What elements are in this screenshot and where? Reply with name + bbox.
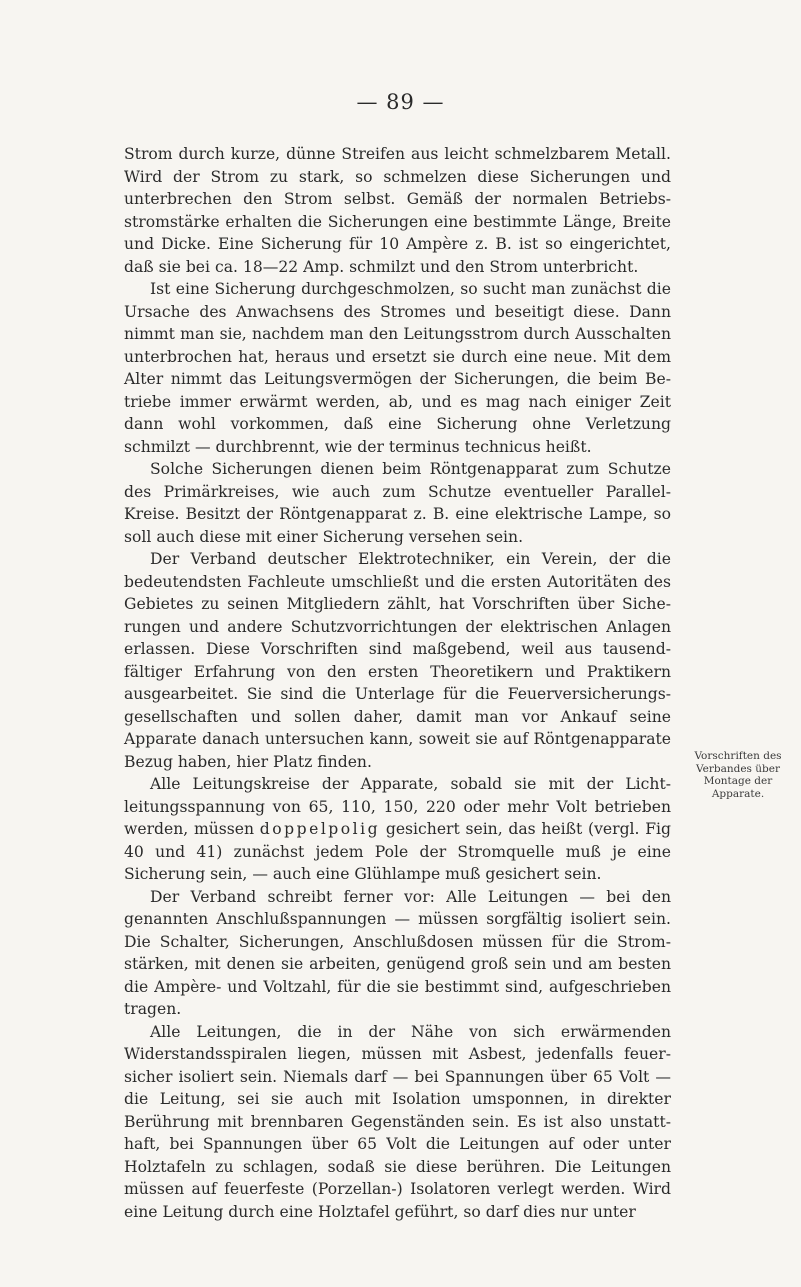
margin-note: Vorschriften des Verbandes über Montage der Apparate.	[694, 750, 782, 800]
paragraph-7: Alle Leitungen, die in der Nähe von sich erwärmenden Widerstandsspiralen liegen, müssen mit Asbest, jedenfalls feuersicher isoliert sein. Niemals darf — bei Spannungen über 65 Volt — die Leitung, sei sie auch mit Isolation umsponnen, in direkter Berührung mit brennbaren Gegenständen sein. Es ist also unstatthaft, bei Spannungen über 65 Volt die Leitungen auf oder unter Holztafeln zu schlagen, sodaß sie diese berühren. Die Leitungen müssen auf feuerfeste (Porzellan-) Isolatoren verlegt werden. Wird eine Leitung durch eine Holztafel geführt, so darf dies nur unter	[124, 1022, 671, 1221]
page-number: — 89 —	[356, 90, 445, 114]
paragraph-6: Der Verband schreibt ferner vor: Alle Leitungen — bei den genannten Anschlußspannungen — müssen sorgfältig isoliert sein. Die Schalter, Sicherungen, Anschlußdosen müssen für die Stromstärken, mit denen sie arbeiten, genügend groß sein und am besten die Ampère- und Voltzahl, für die sie bestimmt sind, aufgeschrieben tragen.	[124, 887, 671, 1018]
paragraph-2: Ist eine Sicherung durchgeschmolzen, so sucht man zunächst die Ursache des Anwachsens des Stromes und beseitigt diese. Dann nimmt man sie, nachdem man den Leitungsstrom durch Ausschalten unterbrochen hat, heraus und ersetzt sie durch eine neue. Mit dem Alter nimmt das Leitungsvermögen der Sicherungen, die beim Betriebe immer erwärmt werden, ab, und es mag nach einiger Zeit dann wohl vorkommen, daß eine Sicherung ohne Verletzung schmilzt — durchbrennt, wie der terminus technicus heißt.	[124, 280, 671, 456]
paragraph-5	[124, 773, 671, 886]
paragraph-5-before: Alle Leitungskreise der Apparate, sobald sie mit der Lichtleitungsspannung von 65, 110, 150, 220 oder mehr Volt betrieben werden, müssen	[124, 775, 671, 838]
spaced-emphasis: doppelpolig	[259, 820, 381, 838]
body-text	[124, 143, 671, 1223]
paragraph-1: Strom durch kurze, dünne Streifen aus leicht schmelzbarem Metall. Wird der Strom zu stark, so schmelzen diese Sicherungen und unterbrechen den Strom selbst. Gemäß der normalen Betriebsstromstärke erhalten die Sicherungen eine bestimmte Länge, Breite und Dicke. Eine Sicherung für 10 Ampère z. B. ist so eingerichtet, daß sie bei ca. 18—22 Amp. schmilzt und den Strom unterbricht.	[124, 145, 671, 276]
paragraph-5-after: gesichert sein, das heißt (vergl. Fig 40 und 41) zunächst jedem Pole der Stromquelle muß je eine Sicherung sein, — auch eine Glühlampe muß gesichert sein.	[124, 820, 671, 883]
paragraph-3: Solche Sicherungen dienen beim Röntgenapparat zum Schutze des Primärkreises, wie auch zum Schutze eventueller Parallel-Kreise. Besitzt der Röntgenapparat z. B. eine elektrische Lampe, so soll auch diese mit einer Sicherung versehen sein.	[124, 460, 671, 546]
paragraph-4: Der Verband deutscher Elektrotechniker, ein Verein, der die bedeutendsten Fachleute umschließt und die ersten Autoritäten des Gebietes zu seinen Mitgliedern zählt, hat Vorschriften über Sicherungen und andere Schutzvorrichtungen der elektrischen Anlagen erlassen. Diese Vorschriften sind maßgebend, weil aus tausendfältiger Erfahrung von den ersten Theoretikern und Praktikern ausgearbeitet. Sie sind die Unterlage für die Feuerversicherungsgesellschaften und sollen daher, damit man vor Ankauf seine Apparate danach untersuchen kann, soweit sie auf Röntgenapparate Bezug haben, hier Platz finden.	[124, 550, 671, 771]
